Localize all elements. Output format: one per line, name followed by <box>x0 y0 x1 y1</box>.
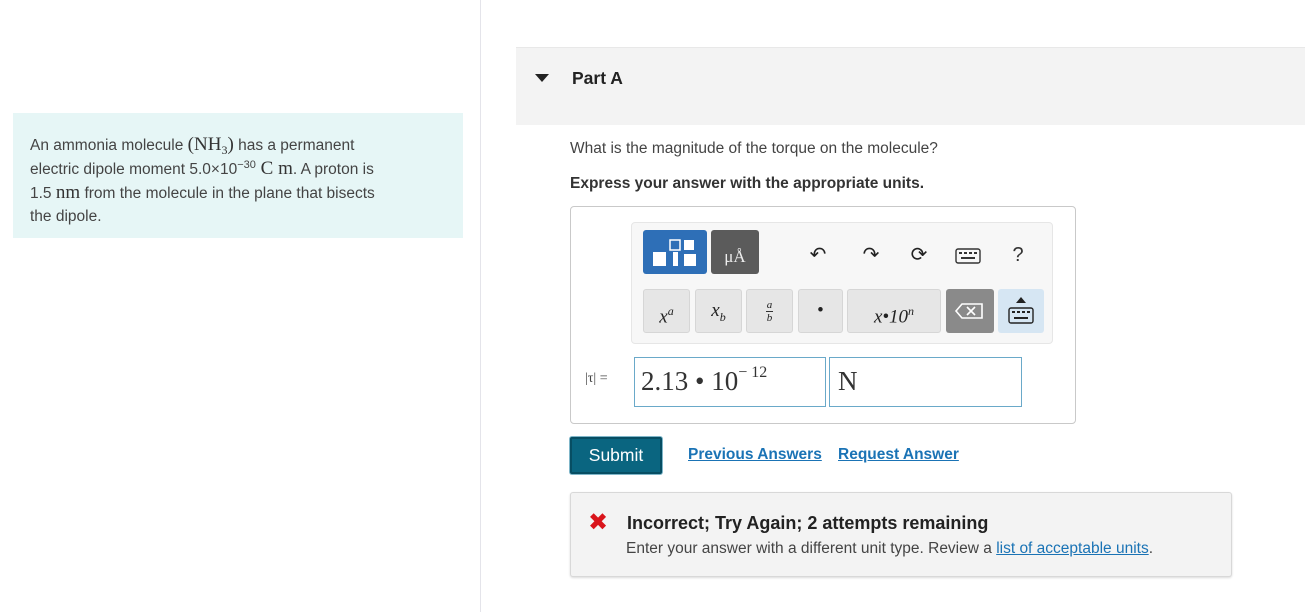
problem-statement <box>13 113 463 238</box>
problem-text: . A proton is <box>292 161 374 178</box>
problem-text: electric dipole moment 5.0×10 <box>30 161 238 178</box>
answer-value-input[interactable] <box>634 357 826 407</box>
submit-button[interactable]: Submit <box>570 437 662 474</box>
formula-subscript: 3 <box>221 143 228 158</box>
templates-button[interactable] <box>643 230 707 274</box>
request-answer-link[interactable]: Request Answer <box>838 446 959 463</box>
fraction-numerator: a <box>766 299 773 312</box>
problem-text: the dipole. <box>30 208 102 225</box>
superscript-exp: a <box>667 304 674 318</box>
reset-icon[interactable]: ⟳ <box>910 244 928 266</box>
acceptable-units-link[interactable]: list of acceptable units <box>996 540 1149 557</box>
problem-text: An ammonia molecule <box>30 137 188 154</box>
subscript-button[interactable] <box>695 289 742 333</box>
feedback-panel <box>570 492 1232 577</box>
unit-cm: C m <box>255 158 293 179</box>
part-header[interactable] <box>516 47 1305 125</box>
question-text: What is the magnitude of the torque on the molecule? <box>570 140 938 157</box>
fraction-button[interactable] <box>746 289 793 333</box>
fraction-denominator: b <box>766 312 773 325</box>
formula-close: ) <box>227 134 234 155</box>
superscript-button[interactable] <box>643 289 690 333</box>
redo-icon[interactable]: ↷ <box>862 244 880 266</box>
feedback-message-text: Enter your answer with a different unit type. Review a <box>626 540 997 557</box>
dot-button[interactable]: • <box>798 289 843 333</box>
part-title[interactable]: Part A <box>572 68 623 88</box>
backspace-icon <box>946 289 994 333</box>
backspace-button[interactable] <box>946 289 994 333</box>
sci-label: x•10 <box>873 306 909 328</box>
problem-text: from the molecule in the plane that bisects <box>80 185 375 202</box>
answer-unit-input[interactable] <box>829 357 1022 407</box>
keyboard-toggle-icon <box>998 289 1044 333</box>
sci-exp: n <box>908 304 915 318</box>
units-button[interactable] <box>711 230 759 274</box>
answer-mantissa: 2.13 • 10 <box>641 366 739 396</box>
error-x-icon: ✖ <box>588 509 609 536</box>
exponent: −30 <box>237 158 256 171</box>
answer-unit: N <box>838 366 858 396</box>
undo-icon[interactable]: ↶ <box>809 244 827 266</box>
feedback-message <box>626 540 1153 558</box>
scientific-notation-button[interactable] <box>847 289 941 333</box>
problem-text: has a permanent <box>233 137 355 154</box>
unit-nm: nm <box>55 182 81 203</box>
answer-exponent: − 12 <box>738 364 768 381</box>
help-icon[interactable]: ? <box>1012 244 1024 266</box>
superscript-base: x <box>659 306 668 328</box>
units-label: μÅ <box>724 247 746 266</box>
fraction-icon <box>766 299 774 324</box>
instruction-text: Express your answer with the appropriate units. <box>570 175 925 192</box>
column-divider <box>480 0 481 612</box>
subscript-base: x <box>711 300 720 321</box>
collapse-caret-icon[interactable] <box>535 74 549 82</box>
problem-text: 1.5 <box>30 185 56 202</box>
formula: (NH <box>187 134 222 155</box>
subscript-sub: b <box>719 309 726 324</box>
answer-variable-label: |τ| = <box>585 371 608 386</box>
templates-icon <box>643 230 707 274</box>
keyboard-icon[interactable] <box>953 240 983 270</box>
keyboard-toggle-button[interactable] <box>998 289 1044 333</box>
feedback-title: Incorrect; Try Again; 2 attempts remaining <box>627 513 989 533</box>
previous-answers-link[interactable]: Previous Answers <box>688 446 822 463</box>
feedback-period: . <box>1148 540 1154 557</box>
